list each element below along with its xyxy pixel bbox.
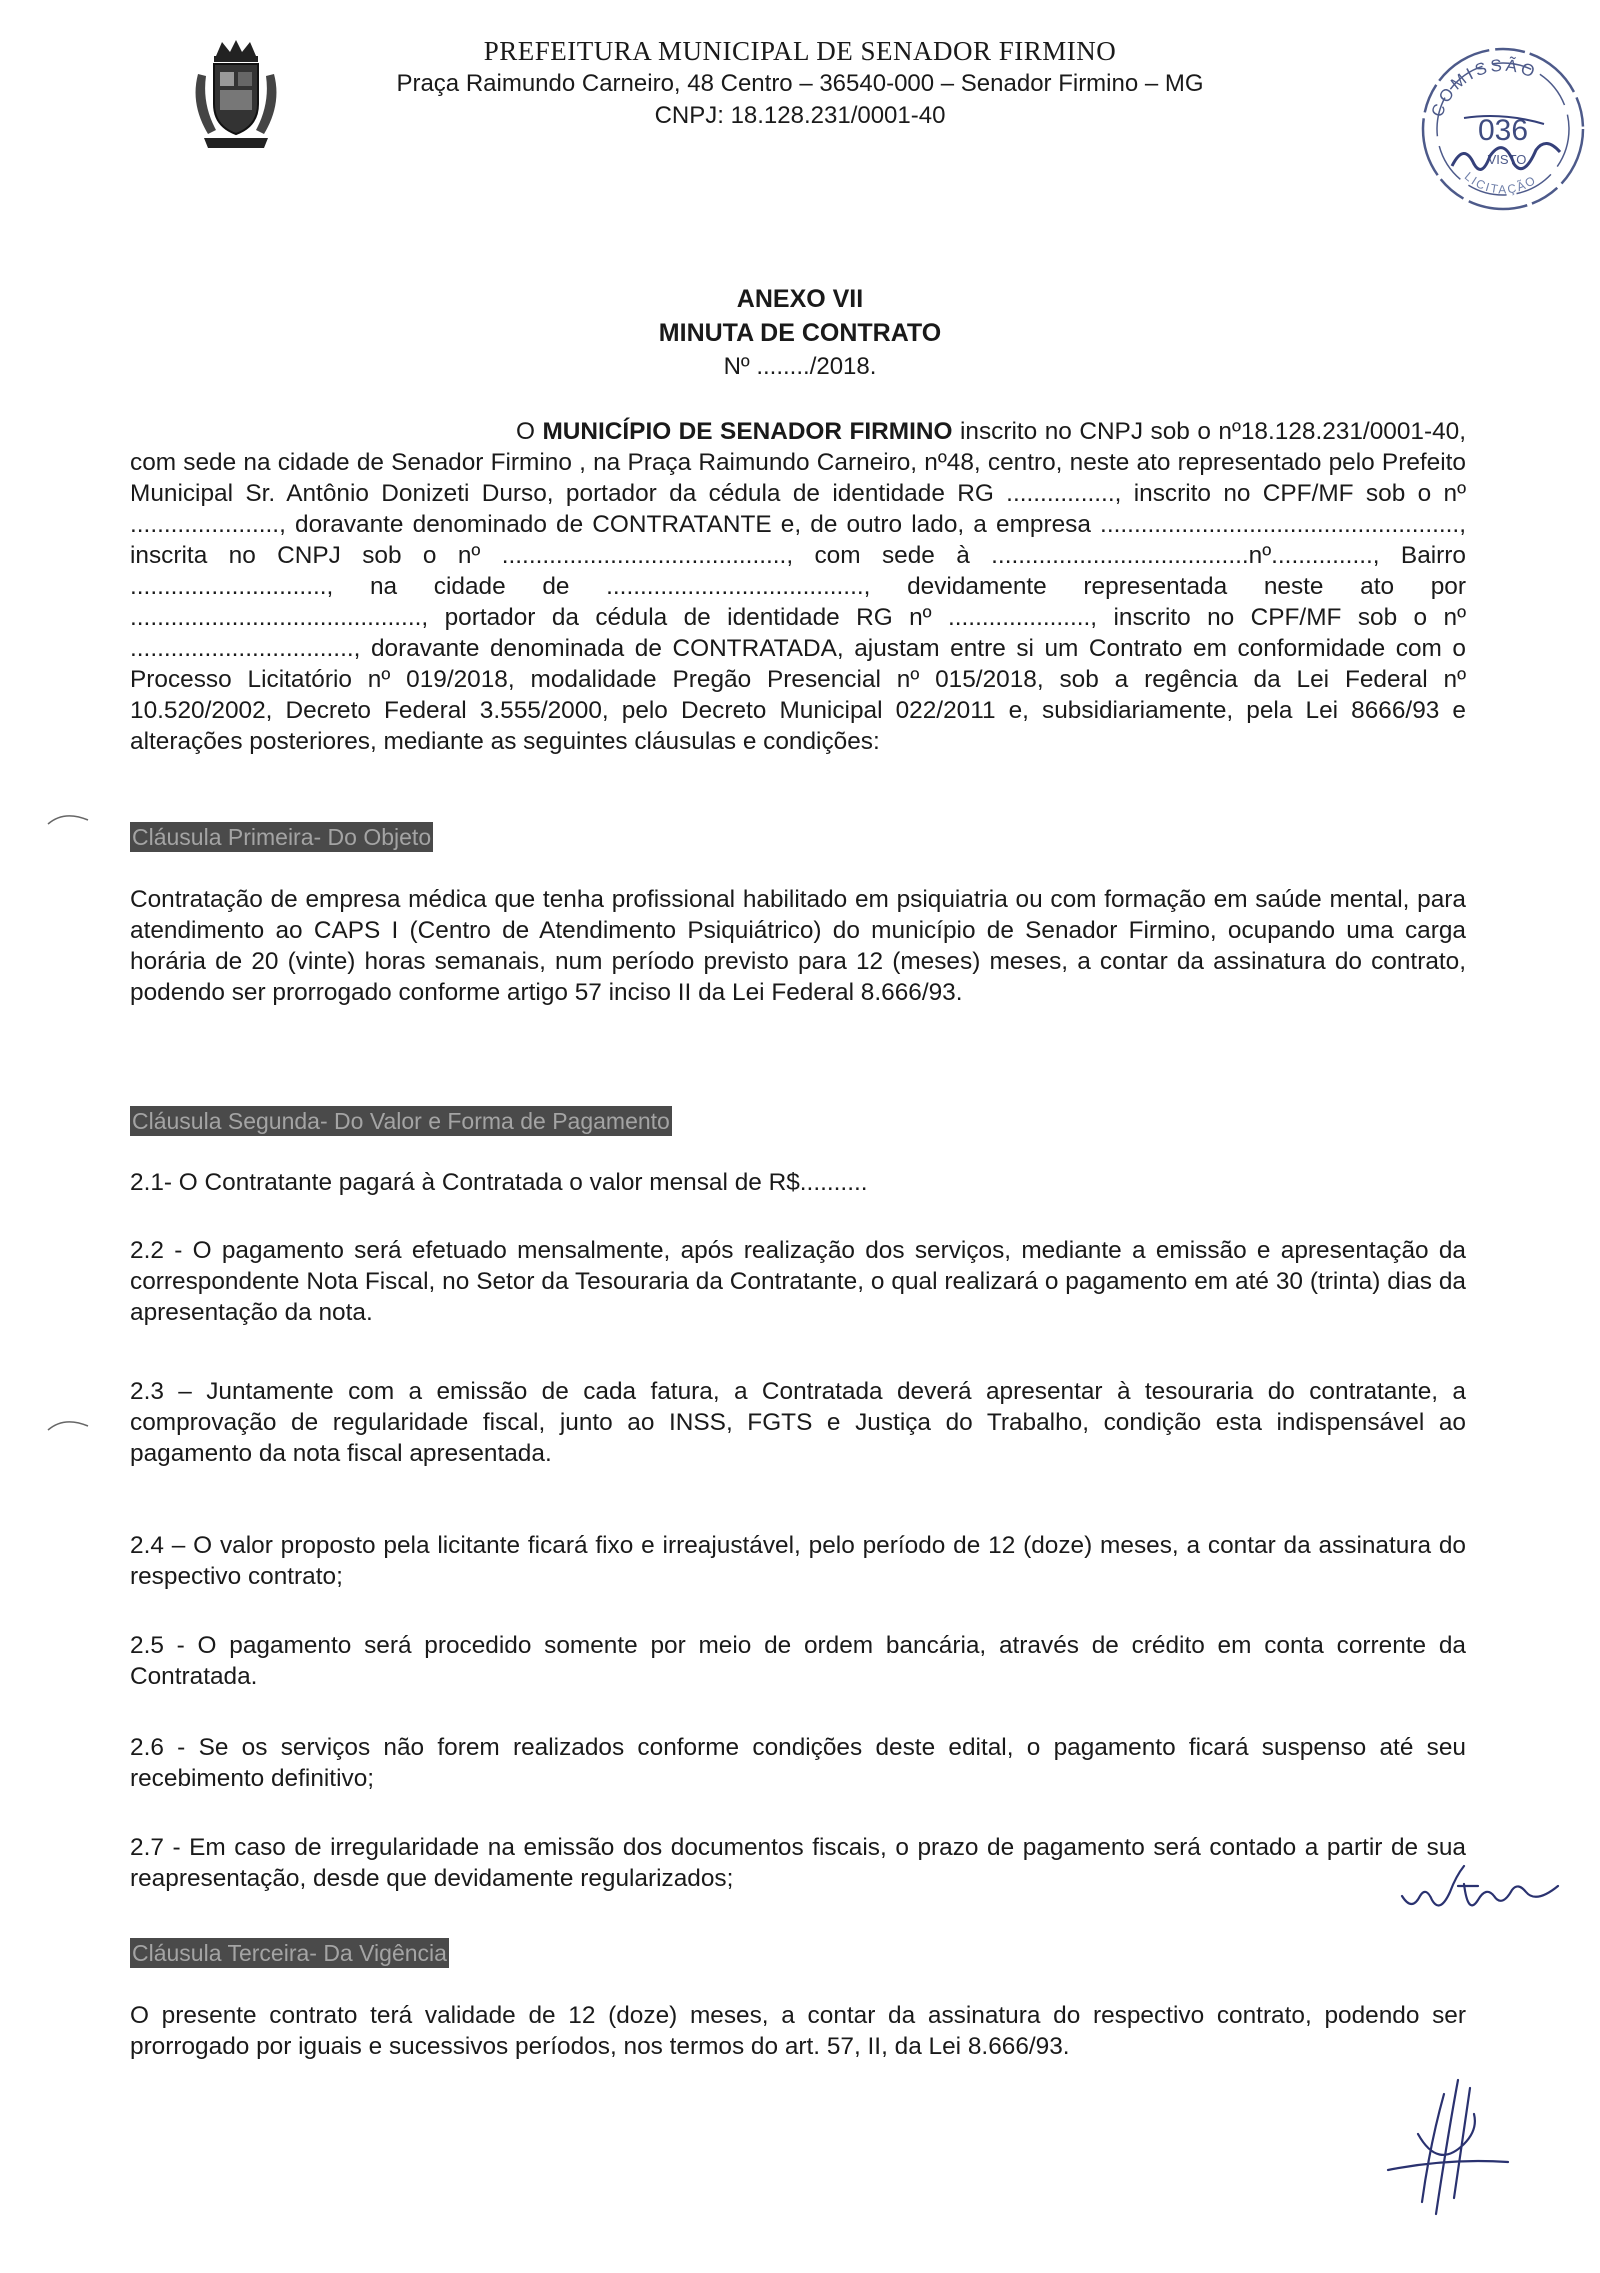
svg-text:LICITAÇÃO	[1462, 169, 1540, 196]
svg-text:COMISSÃO	[1428, 56, 1541, 120]
margin-mark	[44, 806, 94, 830]
clause-2-item: 2.5 - O pagamento será procedido somente por meio de ordem bancária, através de crédito em conta corrente da Contratada.	[130, 1632, 1466, 1690]
handwritten-signature	[1378, 2074, 1518, 2224]
intro-party: MUNICÍPIO DE SENADOR FIRMINO	[542, 418, 953, 445]
clause-3-text: O presente contrato terá validade de 12 (doze) meses, a contar da assinatura do respectivo contrato, podendo ser prorrogado por iguais e sucessivos períodos, nos termos do art. 57, II, da Lei 8.666/93.	[130, 2002, 1466, 2060]
contract-number: Nº ......../2018.	[723, 353, 877, 380]
clause-3-heading: Cláusula Terceira- Da Vigência	[132, 1940, 447, 1966]
letterhead-cnpj: CNPJ: 18.128.231/0001-40	[654, 102, 946, 129]
clause-1-heading: Cláusula Primeira- Do Objeto	[132, 824, 432, 850]
stamp-visto-text: VISTO	[1487, 152, 1527, 167]
letterhead	[0, 34, 1600, 132]
margin-mark	[44, 1412, 94, 1436]
intro-paragraph	[130, 416, 1466, 757]
clause-2-item: 2.2 - O pagamento será efetuado mensalmente, após realização dos serviços, mediante a emissão e apresentação da correspondente Nota Fiscal, no Setor da Tesouraria da Contratante, o qual realizará o pagamento em até 30 (trinta) dias da apresentação da nota.	[130, 1237, 1466, 1326]
clause-1-text: Contratação de empresa médica que tenha profissional habilitado em psiquiatria ou com formação em saúde mental, para atendimento ao CAPS I (Centro de Atendimento Psiquiátrico) do município de Senador Firmino, ocupando uma carga horária de 20 (vinte) horas semanais, num período previsto para 12 (meses) meses, a contar da assinatura do contrato, podendo ser prorrogado conforme artigo 57 inciso II da Lei Federal 8.666/93.	[130, 886, 1466, 1006]
clause-2-item: 2.1- O Contratante pagará à Contratada o valor mensal de R$..........	[130, 1169, 868, 1196]
intro-text: inscrito no CNPJ sob o nº18.128.231/0001-40, com sede na cidade de Senador Firmino , na Praça Raimundo Carneiro, nº48, centro, neste ato representado pelo Prefeito Municipal Sr. Antônio Donizeti Durso, portador da cédula de identidade RG ................, inscrito no CPF/MF sob o nº ......................, doravante denominado de CONTRATANTE e, de outro lado, a empresa ....................................................., inscrita no CNPJ sob o nº .........................................., com sede à ......................................nº..............., Bairro ............................., na cidade de ......................................, devidamente representada neste ato por ..........................................., portador da cédula de identidade RG nº ....................., inscrito no CPF/MF sob o nº ................................., doravante denominada de CONTRATADA, ajustam entre si um Contrato em conformidade com o Processo Licitatório nº 019/2018, modalidade Pregão Presencial nº 015/2018, sob a regência da Lei Federal nº 10.520/2002, Decreto Federal 3.555/2000, pelo Decreto Municipal 022/2011 e, subsidiariamente, pela Lei 8666/93 e alterações posteriores, mediante as seguintes cláusulas e condições:	[130, 418, 1466, 755]
letterhead-org: PREFEITURA MUNICIPAL DE SENADOR FIRMINO	[483, 36, 1117, 66]
initials-signature	[1398, 1856, 1564, 1926]
clause-2-item: 2.7 - Em caso de irregularidade na emissão dos documentos fiscais, o prazo de pagamento será contado a partir de sua reapresentação, desde que devidamente regularizados;	[130, 1834, 1466, 1892]
contract-title: MINUTA DE CONTRATO	[658, 319, 942, 347]
document-titles	[0, 282, 1600, 384]
clause-2-item: 2.6 - Se os serviços não forem realizados conforme condições deste edital, o pagamento ficará suspenso até seu recebimento definitivo;	[130, 1734, 1466, 1792]
commission-stamp	[1412, 38, 1594, 220]
stamp-bottom-text: LICITAÇÃO	[1461, 169, 1540, 197]
stamp-number: 036	[1477, 114, 1529, 147]
clause-2-item: 2.3 – Juntamente com a emissão de cada fatura, a Contratada deverá apresentar à tesouraria do contratante, a comprovação de regularidade fiscal, junto ao INSS, FGTS e Justiça do Trabalho, condição esta indispensável ao pagamento da nota fiscal apresentada.	[130, 1378, 1466, 1467]
stamp-top-text: COMISSÃO	[1427, 55, 1541, 120]
clause-2-item: 2.4 – O valor proposto pela licitante ficará fixo e irreajustável, pelo período de 12 (doze) meses, a contar da assinatura do respectivo contrato;	[130, 1532, 1466, 1590]
clause-2-heading: Cláusula Segunda- Do Valor e Forma de Pagamento	[132, 1108, 670, 1134]
annex-title: ANEXO VII	[736, 285, 864, 313]
intro-lead: O	[516, 418, 543, 445]
letterhead-address: Praça Raimundo Carneiro, 48 Centro – 36540-000 – Senador Firmino – MG	[396, 70, 1204, 97]
